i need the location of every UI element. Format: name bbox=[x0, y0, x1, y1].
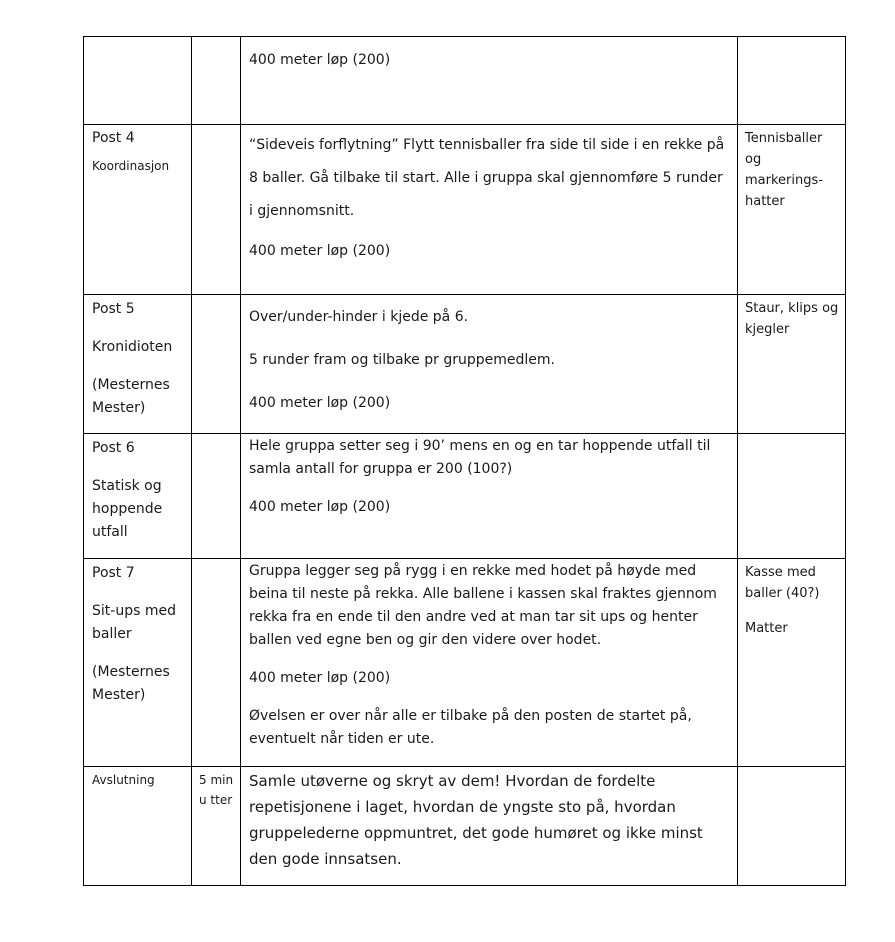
post-subtitle: Statisk og hoppende utfall bbox=[92, 478, 163, 540]
time-cell bbox=[192, 767, 241, 886]
content-text: 400 meter løp (200) bbox=[249, 243, 391, 259]
content-text: 400 meter løp (200) bbox=[249, 395, 391, 411]
equipment-text: Matter bbox=[745, 621, 788, 636]
content-cell bbox=[241, 125, 738, 295]
post-subtitle: Sit-ups med baller bbox=[92, 603, 176, 642]
time-cell bbox=[192, 125, 241, 295]
time-cell bbox=[192, 295, 241, 434]
post-cell bbox=[84, 434, 192, 559]
table-row bbox=[84, 559, 846, 767]
equipment-text: Tennisballer og markerings-hatter bbox=[745, 131, 823, 209]
equipment-cell bbox=[738, 37, 846, 125]
time-cell bbox=[192, 434, 241, 559]
equipment-cell bbox=[738, 434, 846, 559]
post-title: Post 7 bbox=[92, 565, 135, 581]
post-cell bbox=[84, 37, 192, 125]
content-cell bbox=[241, 559, 738, 767]
content-cell bbox=[241, 434, 738, 559]
post-cell bbox=[84, 295, 192, 434]
equipment-text: Kasse med baller (40?) bbox=[745, 565, 820, 601]
time-text: 5 minu tter bbox=[199, 773, 234, 807]
equipment-text: Staur, klips og kjegler bbox=[745, 301, 839, 337]
table-row bbox=[84, 434, 846, 559]
post-title: Post 5 bbox=[92, 301, 135, 317]
post-note: (Mesternes Mester) bbox=[92, 664, 170, 703]
post-cell bbox=[84, 125, 192, 295]
post-title: Avslutning bbox=[92, 773, 155, 787]
post-cell bbox=[84, 767, 192, 886]
post-cell bbox=[84, 559, 192, 767]
time-cell bbox=[192, 559, 241, 767]
content-text: Hele gruppa setter seg i 90’ mens en og en tar hoppende utfall til samla antall for gruppa er 200 (100?) bbox=[249, 438, 711, 477]
content-text: 400 meter løp (200) bbox=[249, 670, 391, 686]
content-text: 5 runder fram og tilbake pr gruppemedlem. bbox=[249, 352, 555, 368]
content-text: “Sideveis forflytning” Flytt tennisballer fra side til side i en rekke på 8 baller. Gå tilbake til start. Alle i gruppa skal gjennomføre 5 runder i gjennomsnitt. bbox=[249, 137, 725, 219]
post-subtitle: Koordinasjon bbox=[92, 159, 170, 173]
equipment-cell bbox=[738, 125, 846, 295]
table-row bbox=[84, 295, 846, 434]
time-cell bbox=[192, 37, 241, 125]
content-cell bbox=[241, 295, 738, 434]
content-text: Gruppa legger seg på rygg i en rekke med hodet på høyde med beina til neste på rekka. Alle ballene i kassen skal fraktes gjennom rekka fra en ende til den andre ved at man tar sit ups og henter ballen ved egne ben og gir den videre over hodet. bbox=[249, 563, 717, 648]
content-cell bbox=[241, 767, 738, 886]
post-note: (Mesternes Mester) bbox=[92, 377, 170, 416]
content-text: 400 meter løp (200) bbox=[249, 52, 391, 68]
content-text: Over/under-hinder i kjede på 6. bbox=[249, 309, 469, 325]
content-text: Samle utøverne og skryt av dem! Hvordan de fordelte repetisjonene i laget, hvordan de yngste sto på, hvordan gruppelederne oppmuntret, det gode humøret og ikke minst den gode innsatsen. bbox=[249, 772, 703, 868]
training-plan-table bbox=[83, 36, 846, 886]
equipment-cell bbox=[738, 559, 846, 767]
content-text: Øvelsen er over når alle er tilbake på den posten de startet på, eventuelt når tiden er ute. bbox=[249, 708, 692, 747]
post-subtitle: Kronidioten bbox=[92, 339, 173, 355]
equipment-cell bbox=[738, 767, 846, 886]
equipment-cell bbox=[738, 295, 846, 434]
table-row bbox=[84, 767, 846, 886]
content-text: 400 meter løp (200) bbox=[249, 499, 391, 515]
content-cell bbox=[241, 37, 738, 125]
table-row bbox=[84, 37, 846, 125]
table-row bbox=[84, 125, 846, 295]
post-title: Post 4 bbox=[92, 130, 135, 146]
post-title: Post 6 bbox=[92, 440, 135, 456]
